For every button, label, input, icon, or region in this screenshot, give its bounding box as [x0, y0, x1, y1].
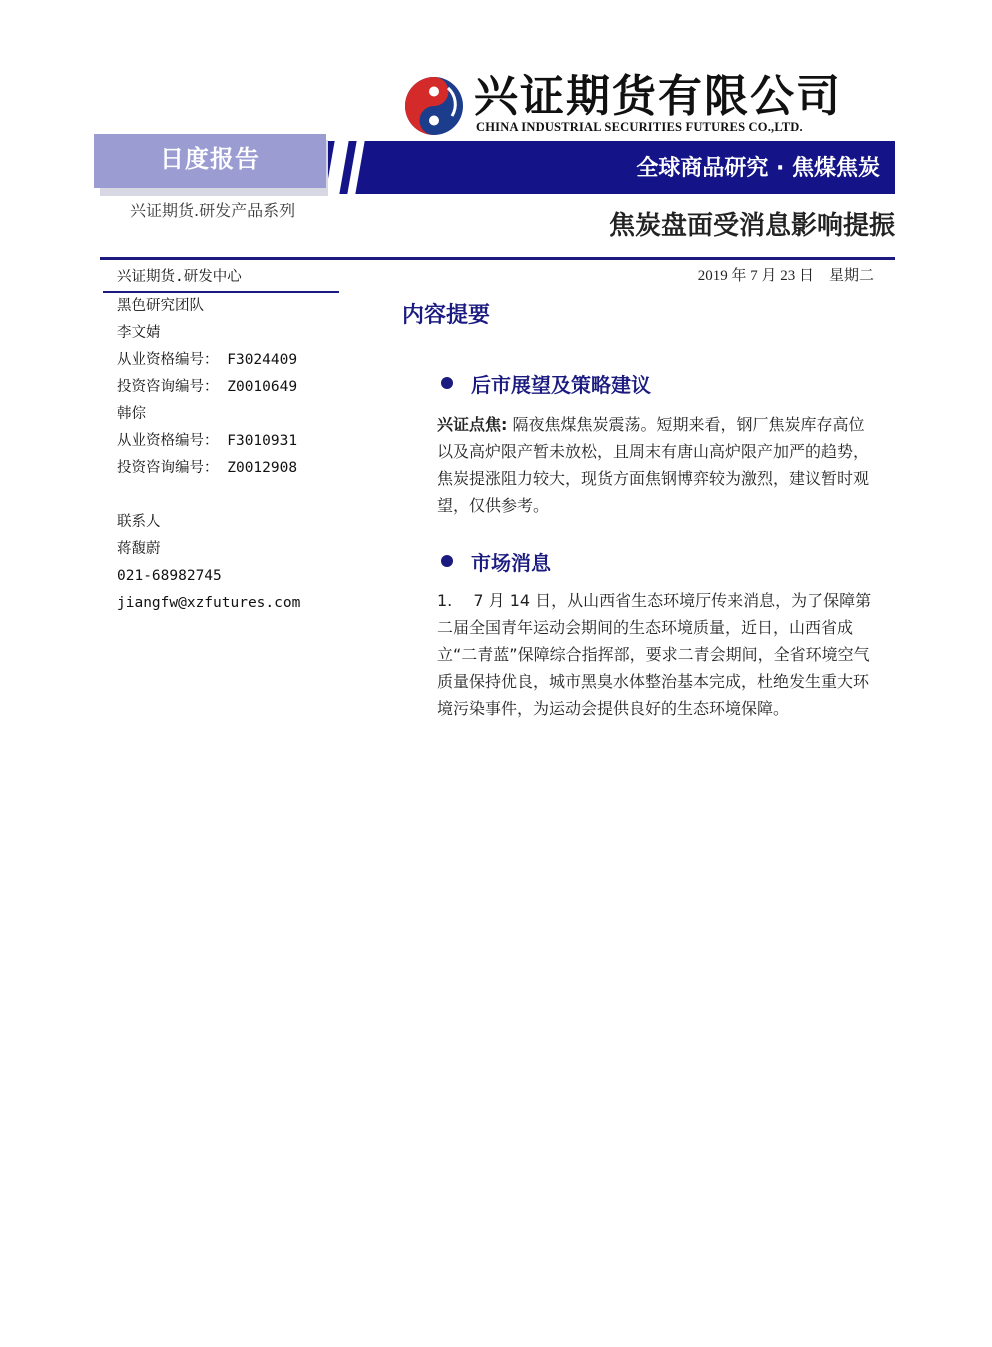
- analyst-name: 韩倧: [117, 406, 146, 422]
- company-logo-icon: [404, 76, 464, 136]
- header-divider: [100, 257, 895, 260]
- analyst-advisory-id: 投资咨询编号： Z0010649: [117, 379, 298, 395]
- sidebar-divider: [103, 291, 339, 293]
- outlook-paragraph: [437, 411, 877, 519]
- bullet-dot-icon: [441, 555, 453, 567]
- product-series: 兴证期货.研发产品系列: [130, 201, 296, 220]
- company-name-en: CHINA INDUSTRIAL SECURITIES FUTURES CO.,LTD.: [476, 120, 803, 134]
- section-heading-news: 市场消息: [471, 551, 551, 575]
- report-type-tab: 日度报告: [94, 134, 326, 188]
- contact-email[interactable]: jiangfw@xzfutures.com: [117, 595, 301, 611]
- section-heading-outlook: 后市展望及策略建议: [471, 373, 651, 397]
- outlook-label: 兴证点焦:: [437, 415, 508, 434]
- contact-phone: 021-68982745: [117, 568, 222, 584]
- contact-name: 蒋馥蔚: [117, 541, 161, 557]
- company-name-cn: 兴证期货有限公司: [474, 71, 842, 122]
- sidebar-heading: 兴证期货.研发中心: [117, 269, 242, 285]
- page-title: 焦炭盘面受消息影响提振: [608, 211, 895, 241]
- banner-title: 全球商品研究 · 焦煤焦炭: [636, 156, 880, 181]
- analyst-advisory-id: 投资咨询编号： Z0012908: [117, 460, 298, 476]
- analyst-license: 从业资格编号： F3010931: [117, 433, 298, 449]
- team-name: 黑色研究团队: [117, 298, 204, 314]
- summary-heading: 内容提要: [402, 303, 491, 328]
- analyst-license: 从业资格编号： F3024409: [117, 352, 298, 368]
- analyst-name: 李文婧: [117, 325, 161, 341]
- outlook-text: 隔夜焦煤焦炭震荡。短期来看，钢厂焦炭库存高位以及高炉限产暂未放松，且周末有唐山高炉限产加严的趋势，焦炭提涨阻力较大，现货方面焦钢博弈较为激烈，建议暂时观望，仅供参考。: [437, 415, 870, 515]
- contact-label: 联系人: [117, 514, 161, 530]
- news-paragraph: 1. 7 月 14 日，从山西省生态环境厅传来消息，为了保障第二届全国青年运动会期间的生态环境质量，近日，山西省成立“二青蓝”保障综合指挥部，要求二青会期间，全省环境空气质量保持优良，城市黑臭水体整治基本完成，杜绝发生重大环境污染事件，为运动会提供良好的生态环境保障。: [437, 591, 872, 718]
- report-date: 2019 年 7 月 23 日 星期二: [697, 268, 874, 284]
- bullet-dot-icon: [441, 377, 453, 389]
